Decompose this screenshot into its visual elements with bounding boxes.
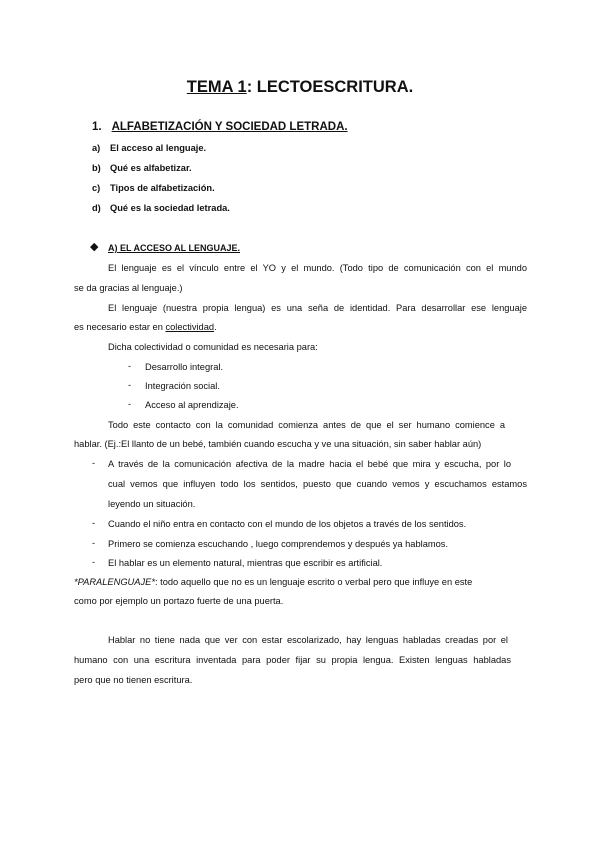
toc-item: c) Tipos de alfabetización. — [92, 183, 215, 193]
list-item: Cuando el niño entra en contacto con el mundo de los objetos a través de los sentidos. — [108, 519, 467, 529]
page-title: TEMA 1: LECTOESCRITURA. — [186, 78, 414, 96]
section-heading: 1. ALFABETIZACIÓN Y SOCIEDAD LETRADA. — [92, 121, 348, 133]
list-item: Integración social. — [145, 381, 220, 391]
dash-bullet: - — [92, 518, 96, 528]
list-item-continued: cual vemos que influyen todo los sentidos, puesto que cuando vemos y escuchamos estamos — [108, 479, 527, 489]
toc-item: a) El acceso al lenguaje. — [92, 143, 207, 153]
dash-bullet: - — [128, 380, 132, 390]
list-item: Primero se comienza escuchando , luego comprendemos y después ya hablamos. — [108, 539, 449, 549]
paragraph-line: Hablar no tiene nada que ver con estar escolarizado, hay lenguas habladas creadas por el — [108, 635, 508, 645]
list-item: Desarrollo integral. — [145, 362, 224, 372]
dash-bullet: - — [92, 557, 96, 567]
paragraph-line: se da gracias al lenguaje.) — [74, 283, 183, 293]
dash-bullet: - — [128, 361, 132, 371]
subsection-heading: A) EL ACCESO AL LENGUAJE. — [108, 243, 241, 253]
paragraph-line: es necesario estar en colectividad. — [74, 322, 217, 332]
paragraph-line: humano con una escritura inventada para poder fijar su propia lengua. Existen lenguas habladas — [74, 655, 511, 665]
list-item-continued: leyendo un situación. — [108, 499, 196, 509]
diamond-bullet-icon: ◆ — [90, 241, 99, 253]
list-item: A través de la comunicación afectiva de la madre hacia el bebé que mira y escucha, por lo — [108, 459, 511, 469]
dash-bullet: - — [92, 458, 96, 468]
list-item: Acceso al aprendizaje. — [145, 400, 239, 410]
paragraph-line: Dicha colectividad o comunidad es necesaria para: — [108, 342, 318, 352]
paragraph-line: Todo este contacto con la comunidad comienza antes de que el ser humano comience a — [108, 420, 505, 430]
paragraph-line: hablar. (Ej.:El llanto de un bebé, también cuando escucha y ve una situación, sin saber hablar aún) — [74, 439, 482, 449]
paragraph-line: *PARALENGUAJE*: todo aquello que no es un lenguaje escrito o verbal pero que influye en este — [74, 577, 473, 587]
dash-bullet: - — [128, 399, 132, 409]
toc-item: d) Qué es la sociedad letrada. — [92, 203, 230, 213]
toc-item: b) Qué es alfabetizar. — [92, 163, 192, 173]
paragraph-line: El lenguaje es el vínculo entre el YO y el mundo. (Todo tipo de comunicación con el mundo — [108, 263, 527, 273]
paragraph-line: El lenguaje (nuestra propia lengua) es una seña de identidad. Para desarrollar ese lenguaje — [108, 303, 527, 313]
list-item: El hablar es un elemento natural, mientras que escribir es artificial. — [108, 558, 383, 568]
paragraph-line: pero que no tienen escritura. — [74, 675, 193, 685]
paragraph-line: como por ejemplo un portazo fuerte de una puerta. — [74, 596, 284, 606]
dash-bullet: - — [92, 538, 96, 548]
